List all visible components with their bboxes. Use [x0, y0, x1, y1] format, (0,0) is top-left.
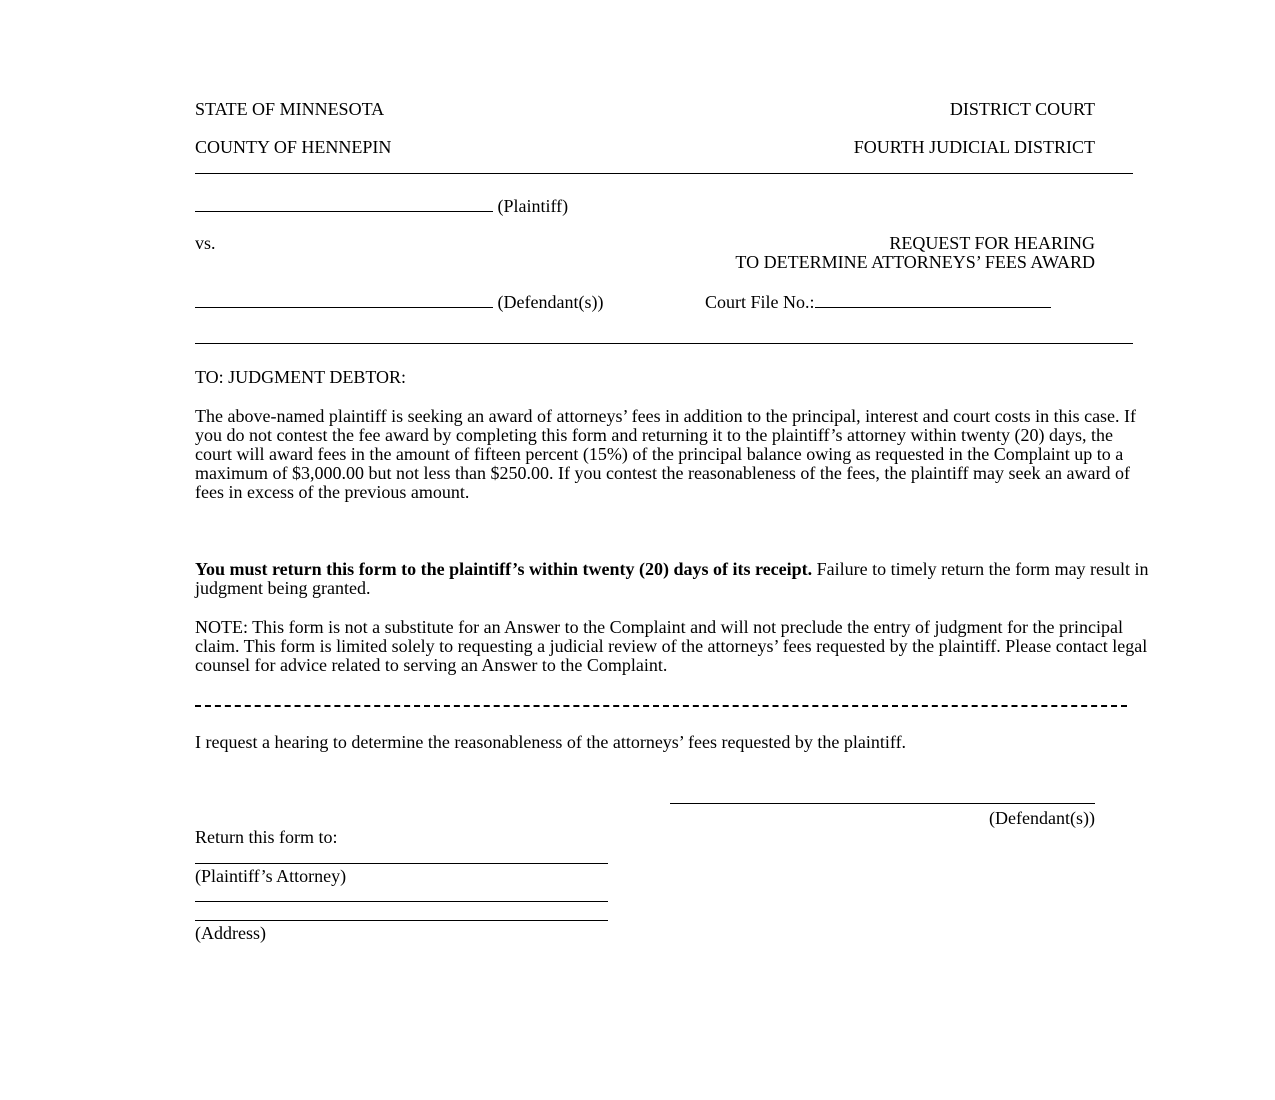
plaintiff-label: (Plaintiff) — [497, 196, 569, 216]
defendant-label: (Defendant(s)) — [497, 292, 604, 312]
address-line2-field[interactable] — [195, 906, 608, 921]
plaintiff-name-field[interactable] — [195, 196, 493, 212]
caption-divider — [195, 343, 1133, 344]
vs-label: vs. — [195, 233, 216, 253]
address-line1-field[interactable] — [195, 887, 608, 902]
note-paragraph: NOTE: This form is not a substitute for an Answer to the Complaint and will not preclude the entry of judgment for the principal claim. This form is limited solely to requesting a judicial review of the attorneys’ fees requested by the plaintiff. Please contact legal counsel for advice related to serving an Answer to the Complaint. — [195, 617, 1148, 675]
defendant-signature-field[interactable] — [670, 792, 1095, 804]
form-title-line1: REQUEST FOR HEARING — [889, 233, 1095, 253]
county-heading: COUNTY OF HENNEPIN — [195, 137, 392, 157]
signature-defendant-label: (Defendant(s)) — [989, 808, 1095, 828]
district-heading: FOURTH JUDICIAL DISTRICT — [853, 137, 1095, 157]
form-title-line2: TO DETERMINE ATTORNEYS’ FEES AWARD — [735, 252, 1095, 272]
court-file-label: Court File No.: — [705, 292, 815, 312]
court-file-number-field[interactable] — [815, 292, 1051, 308]
return-to-label: Return this form to: — [195, 827, 338, 847]
to-line: TO: JUDGMENT DEBTOR: — [195, 367, 407, 387]
hearing-request: I request a hearing to determine the reasonableness of the attorneys’ fees requested by the plaintiff. — [195, 732, 907, 752]
header-divider — [195, 173, 1133, 174]
attorney-label: (Plaintiff’s Attorney) — [195, 866, 347, 886]
cut-line — [195, 705, 1127, 707]
defendant-name-field[interactable] — [195, 292, 493, 308]
deadline-warning: You must return this form to the plaintiff’s within twenty (20) days of its receipt. — [195, 559, 813, 579]
defendant-line — [195, 292, 603, 312]
court-file-line — [705, 292, 1051, 312]
attorney-name-field[interactable] — [195, 849, 608, 864]
deadline-consequence: Failure to timely return the form may result in judgment being granted. — [195, 559, 1149, 598]
plaintiff-line — [195, 196, 568, 216]
notice-paragraph: The above-named plaintiff is seeking an award of attorneys’ fees in addition to the principal, interest and court costs in this case. If you do not contest the fee award by completing this form and returning it to the plaintiff’s attorney within twenty (20) days, the court will award fees in the amount of fifteen percent (15%) of the principal balance owing as requested in the Complaint up to a maximum of $3,000.00 but not less than $250.00. If you contest the reasonableness of the fees, the plaintiff may seek an award of fees in excess of the previous amount. — [195, 406, 1137, 502]
court-heading: DISTRICT COURT — [949, 99, 1095, 119]
deadline-paragraph — [195, 560, 1150, 598]
address-label: (Address) — [195, 923, 266, 943]
state-heading: STATE OF MINNESOTA — [195, 99, 385, 119]
